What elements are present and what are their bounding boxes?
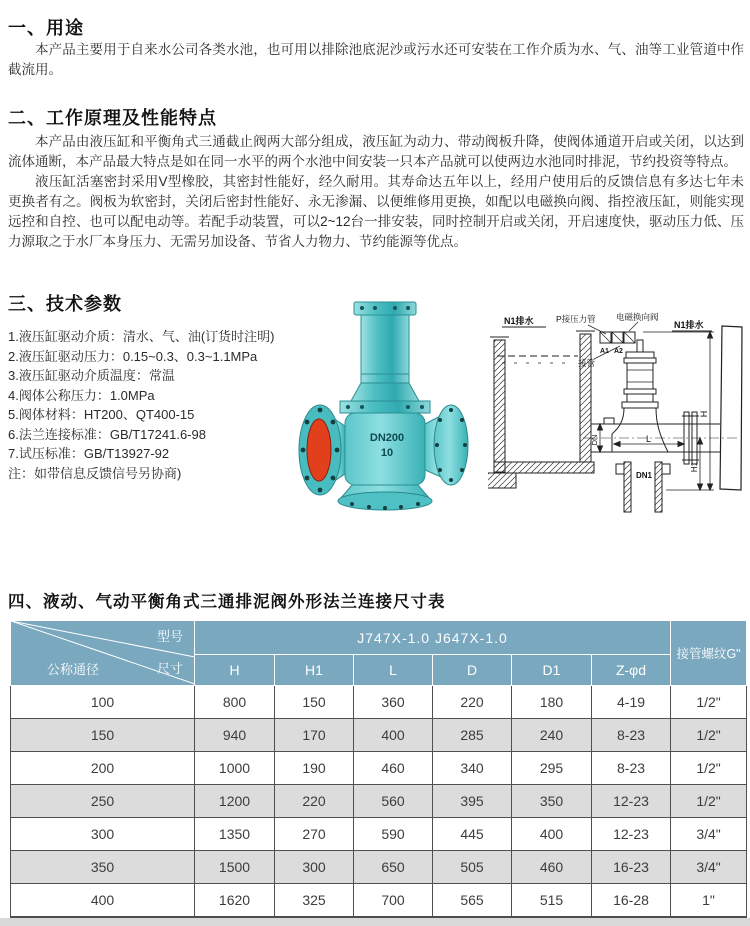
table-corner-cell	[11, 621, 195, 685]
table-row	[11, 752, 747, 785]
table-cell: 340	[433, 752, 512, 785]
table-cell: 285	[433, 719, 512, 752]
section4-heading: 四、液动、气动平衡角式三通排泥阀外形法兰连接尺寸表	[8, 593, 446, 611]
dimension-table-wrap	[10, 620, 747, 918]
table-cell: 350	[11, 851, 195, 884]
table-row	[11, 884, 747, 918]
table-cell: 1"	[671, 884, 747, 918]
table-cell: 460	[512, 851, 592, 884]
table-cell: 8-23	[592, 752, 671, 785]
section2-heading: 二、工作原理及性能特点	[8, 108, 217, 128]
table-cell: 350	[512, 785, 592, 818]
table-cell: 250	[11, 785, 195, 818]
valve-marking-dn: DN200	[369, 432, 405, 444]
table-cell: 12-23	[592, 785, 671, 818]
table-cell: 16-28	[592, 884, 671, 918]
section2-body	[8, 132, 744, 252]
table-cell: 460	[354, 752, 433, 785]
corner-type-label: 型号	[156, 629, 183, 644]
table-cell: 650	[354, 851, 433, 884]
col-header-zd: Z-φd	[592, 655, 671, 686]
table-cell: 100	[11, 686, 195, 719]
table-cell: 1/2"	[671, 719, 747, 752]
col-header-d: D	[433, 655, 512, 686]
table-cell: 565	[433, 884, 512, 918]
table-row	[11, 686, 747, 719]
table-cell: 170	[275, 719, 354, 752]
spec-item: 4.阀体公称压力：1.0MPa	[8, 387, 155, 403]
table-cell: 940	[195, 719, 275, 752]
table-cell: 150	[275, 686, 354, 719]
table-cell: 150	[11, 719, 195, 752]
table-cell: 360	[354, 686, 433, 719]
table-cell: 1200	[195, 785, 275, 818]
table-row	[11, 719, 747, 752]
table-cell: 220	[433, 686, 512, 719]
table-cell: 1/2"	[671, 686, 747, 719]
valve-marking-pn: 10	[380, 447, 394, 459]
table-cell: 515	[512, 884, 592, 918]
table-cell: 8-23	[592, 719, 671, 752]
table-cell: 300	[11, 818, 195, 851]
table-cell: 800	[195, 686, 275, 719]
spec-item: 5.阀体材料：HT200、QT400-15	[8, 407, 195, 422]
table-cell: 590	[354, 818, 433, 851]
table-cell: 1350	[195, 818, 275, 851]
model-header: J747X-1.0 J647X-1.0	[195, 621, 671, 655]
diagram-dim-dn: DN	[590, 434, 599, 446]
diagram-label-port-a2: A2	[614, 348, 623, 355]
page-edge-strip	[0, 918, 750, 926]
spec-item: 1.液压缸驱动介质：清水、气、油(订货时注明)	[8, 329, 275, 344]
section2-paragraph2: 液压缸活塞密封采用V型橡胶，其密封性能好，经久耐用。其寿命达五年以上，经用户使用后的反馈信息有多达七年未更换者有之。阀板为软密封，关闭后密封性能好、永无渗漏、以便维修用更换，如配以电磁换向阀、指控液压缸，则能实现远控和自控、也可以配电动等。若配手动装置，可以2~12台一排安装，同时控制开启或关闭，开启速度快，驱动压力低、压力源取之于水厂本身压力、无需另加设备、节省人力物力、节约能源等优点。	[8, 174, 744, 249]
diagram-dim-h: H	[699, 410, 709, 418]
table-cell: 4-19	[592, 686, 671, 719]
spec-item: 3.液压缸驱动介质温度：常温	[8, 368, 175, 383]
section3-heading: 三、技术参数	[8, 294, 122, 314]
installation-diagram	[488, 312, 748, 532]
diagram-label-dn1: DN1	[636, 471, 653, 480]
table-cell: 3/4"	[671, 818, 747, 851]
table-cell: 295	[512, 752, 592, 785]
table-cell: 1/2"	[671, 785, 747, 818]
spec-item: 2.液压缸驱动压力：0.15~0.3、0.3~1.1MPa	[8, 348, 258, 364]
table-row	[11, 785, 747, 818]
table-cell: 1/2"	[671, 752, 747, 785]
table-cell: 270	[275, 818, 354, 851]
table-cell: 3/4"	[671, 851, 747, 884]
diagram-dim-l: L	[646, 434, 652, 444]
table-cell: 220	[275, 785, 354, 818]
table-cell: 1620	[195, 884, 275, 918]
col-header-l: L	[354, 655, 433, 686]
table-cell: 395	[433, 785, 512, 818]
table-cell: 700	[354, 884, 433, 918]
thread-header: 接管螺纹G"	[671, 621, 747, 686]
table-cell: 1000	[195, 752, 275, 785]
valve-product-image	[290, 298, 482, 522]
dimension-table	[10, 620, 747, 918]
diagram-label-connector: 接管	[578, 358, 596, 368]
diagram-label-drain-right: N1排水	[674, 320, 704, 330]
corner-dn-label: 公称通径	[47, 662, 100, 677]
col-header-h1: H1	[275, 655, 354, 686]
diagram-dim-h1: H1	[690, 461, 699, 473]
table-cell: 1500	[195, 851, 275, 884]
table-cell: 240	[512, 719, 592, 752]
table-cell: 325	[275, 884, 354, 918]
col-header-d1: D1	[512, 655, 592, 686]
table-cell: 190	[275, 752, 354, 785]
col-header-h: H	[195, 655, 275, 686]
diagram-label-pressure-pipe: P接压力管	[556, 314, 596, 324]
table-cell: 505	[433, 851, 512, 884]
section2-paragraph1: 本产品由液压缸和平衡角式三通截止阀两大部分组成，液压缸为动力、带动阀板升降，使阀体通道开启或关闭，以达到流体通断，本产品最大特点是如在同一水平的两个水池中间安装一只本产品就可以使两边水池同时排泥，节约投资等特点。	[8, 134, 744, 169]
tech-spec-list	[8, 327, 308, 483]
section1-paragraph: 本产品主要用于自来水公司各类水池，也可用以排除池底泥沙或污水还可安装在工作介质为水、气、油等工业管道中作截流用。	[8, 42, 744, 77]
table-cell: 400	[11, 884, 195, 918]
spec-item: 7.试压标准：GB/T13927-92	[8, 446, 170, 461]
spec-item: 注：如带信息反馈信号另协商)	[8, 465, 182, 481]
table-cell: 200	[11, 752, 195, 785]
table-cell: 16-23	[592, 851, 671, 884]
table-cell: 560	[354, 785, 433, 818]
dimension-table-body	[11, 686, 747, 918]
diagram-label-solenoid: 电磁换向阀	[616, 312, 659, 322]
diagram-label-drain-left: N1排水	[504, 316, 534, 326]
section1-heading: 一、用途	[8, 18, 84, 38]
table-cell: 180	[512, 686, 592, 719]
table-cell: 400	[512, 818, 592, 851]
table-cell: 12-23	[592, 818, 671, 851]
table-cell: 445	[433, 818, 512, 851]
corner-size-label: 尺寸	[156, 661, 183, 676]
table-cell: 300	[275, 851, 354, 884]
diagram-label-port-a1: A1	[600, 348, 609, 355]
table-row	[11, 818, 747, 851]
table-row	[11, 851, 747, 884]
spec-item: 6.法兰连接标准：GB/T17241.6-98	[8, 426, 206, 442]
table-cell: 400	[354, 719, 433, 752]
